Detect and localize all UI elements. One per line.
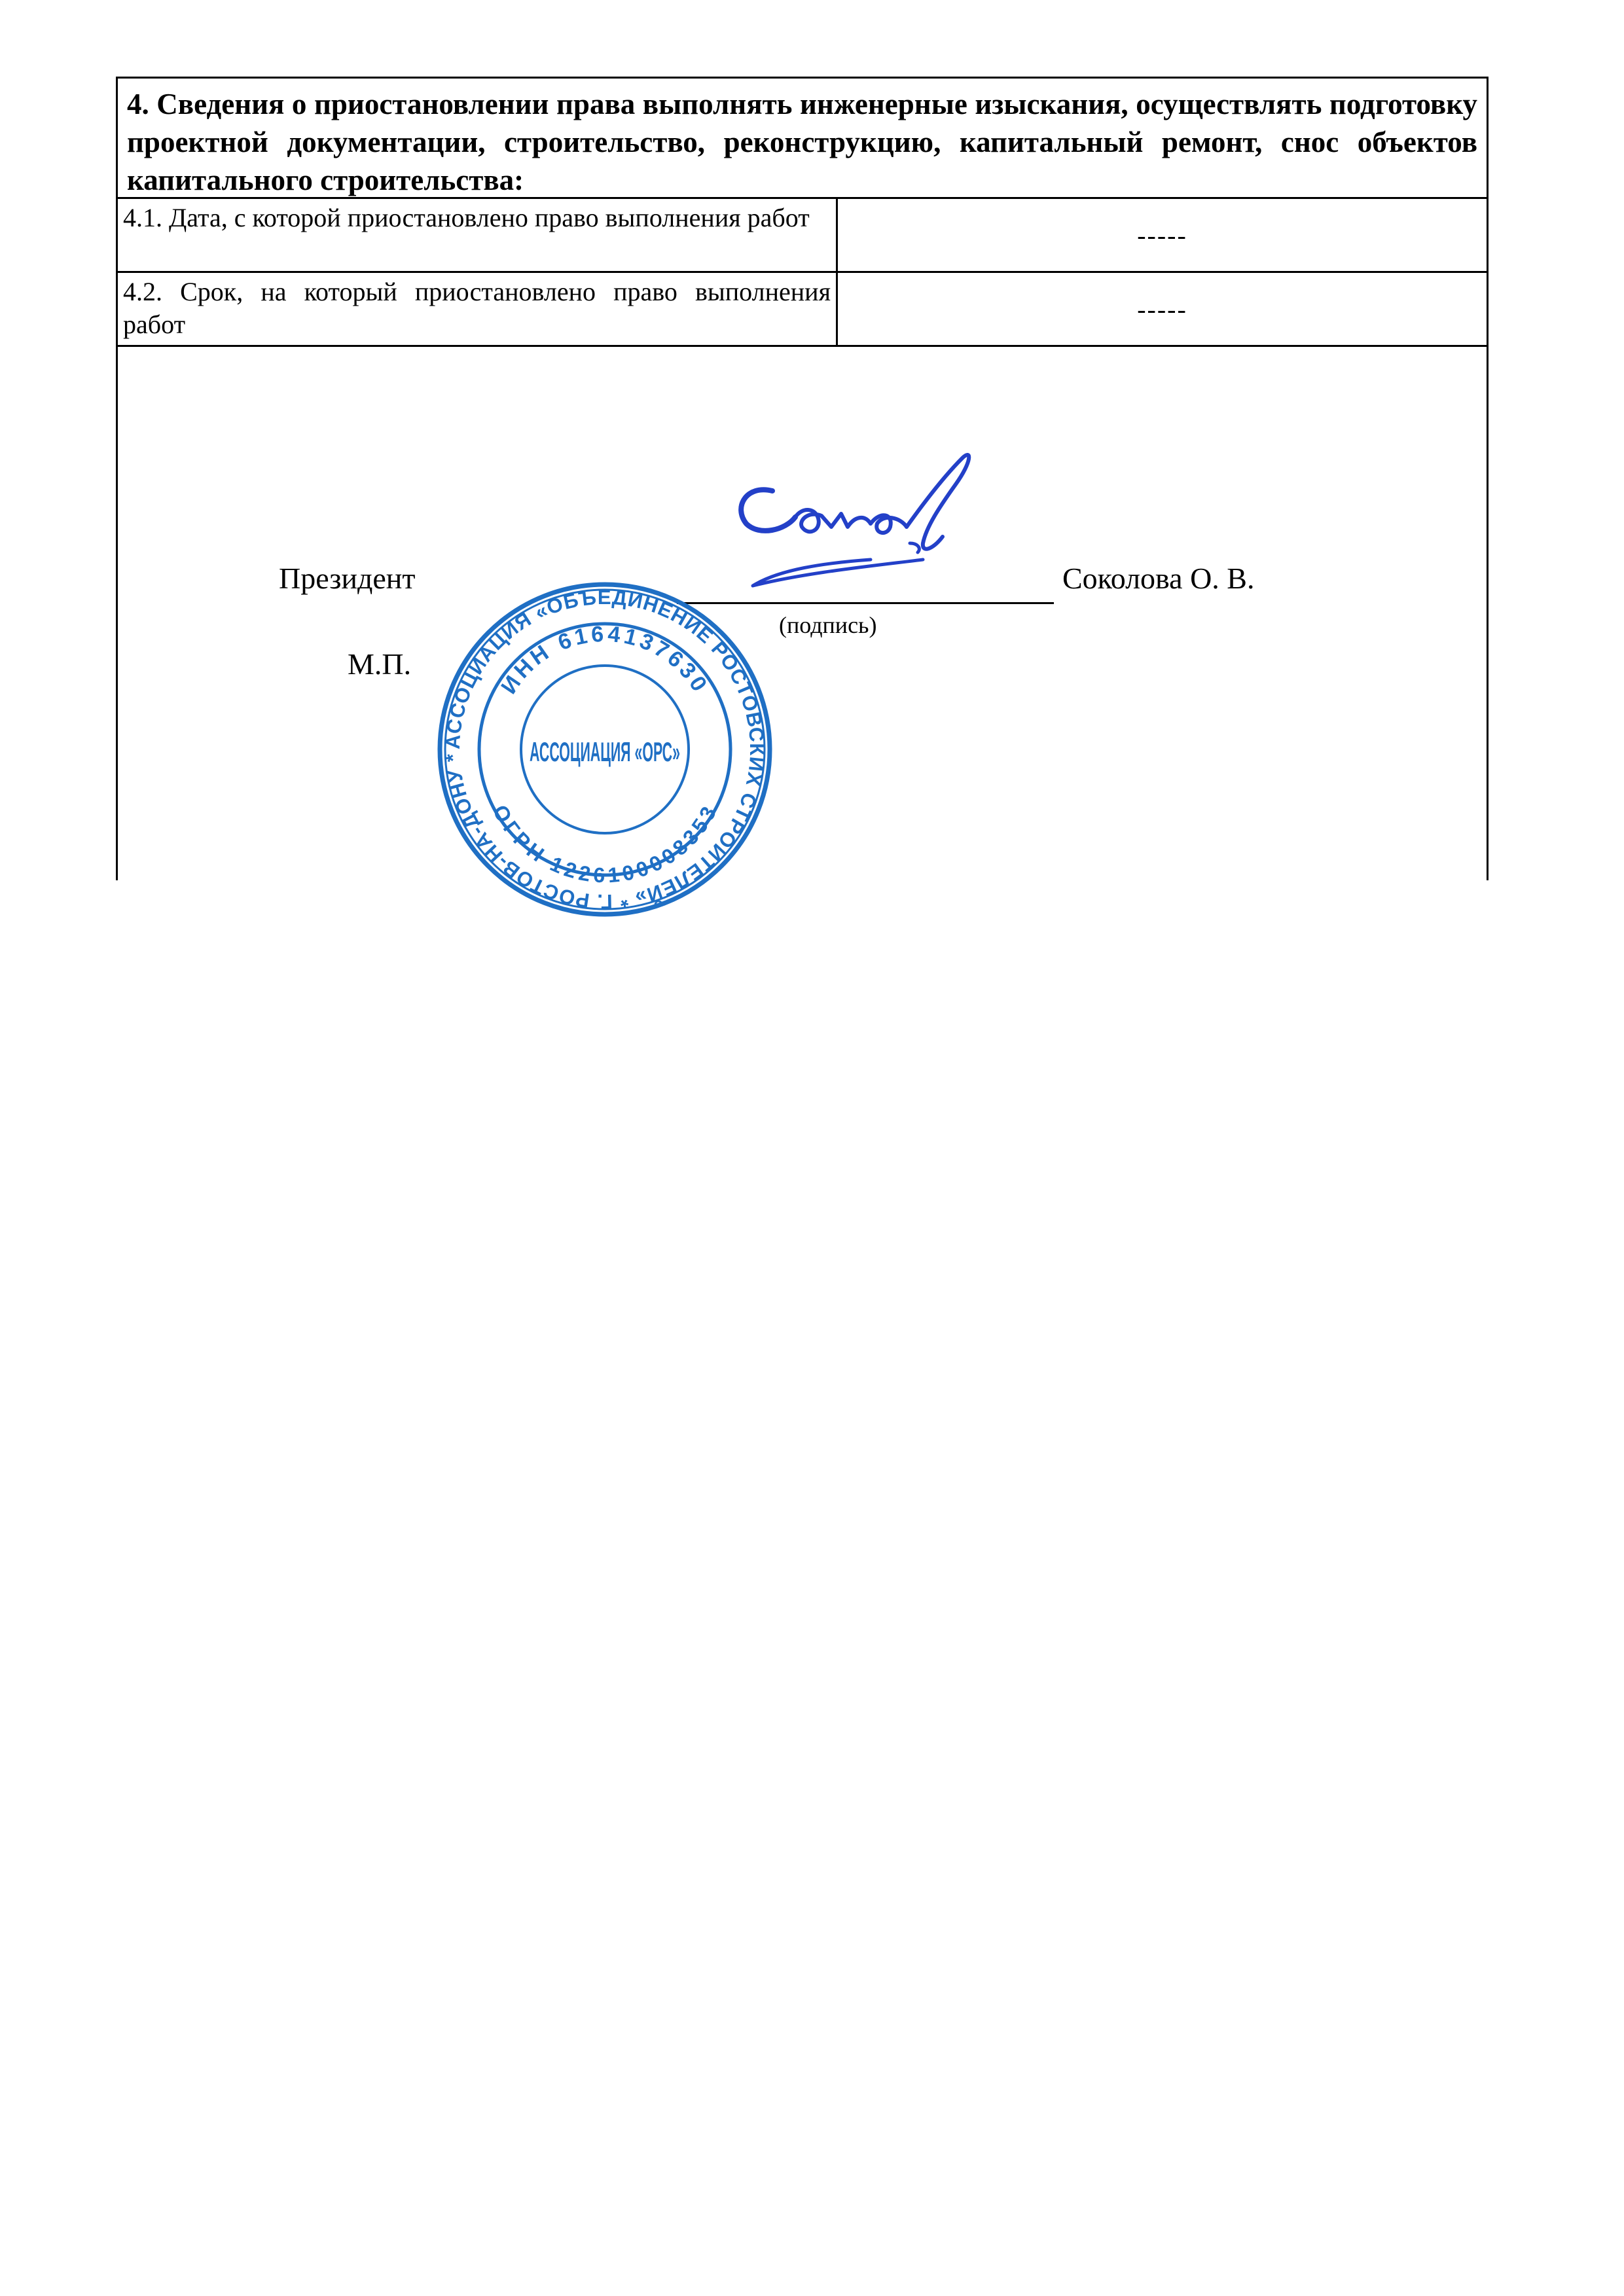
row-value: -----: [1137, 294, 1187, 324]
svg-text:ИНН 6164137630: [496, 622, 713, 699]
table-row: [118, 273, 1487, 347]
signer-name: Соколова О. В.: [1062, 562, 1255, 595]
seal-placeholder-label: М.П.: [348, 647, 412, 681]
table-row: [118, 199, 1487, 273]
handwritten-signature: [674, 445, 1067, 596]
organization-stamp: [435, 579, 775, 920]
row-value: -----: [1137, 220, 1187, 250]
stamp-outer-text: АССОЦИАЦИЯ «ОБЪЕДИНЕНИЕ РОСТОВСКИХ СТРОИТЕЛЕЙ» * Г. РОСТОВ-НА-ДОНУ *: [441, 585, 769, 914]
row-label: 4.2. Срок, на который приостановлено право выполнения работ: [118, 273, 838, 345]
section-header: [118, 79, 1487, 199]
section-title: 4. Сведения о приостановлении права выполнять инженерные изыскания, осуществлять подготовку проектной документации, строительство, реконструкцию, капитальный ремонт, снос объектов капитального строительства:: [127, 88, 1477, 196]
stamp-center-text: АССОЦИАЦИЯ «ОРС»: [530, 736, 680, 767]
signature-caption: (подпись): [779, 612, 877, 638]
signer-role: Президент: [279, 562, 416, 595]
stamp-inn-text: ИНН 6164137630: [496, 621, 713, 699]
row-label: 4.1. Дата, с которой приостановлено право выполнения работ: [118, 199, 838, 271]
document-frame: [116, 77, 1489, 914]
stamp-ogrn-text: ОГРН 1226100008353: [488, 800, 722, 888]
signature-area: [118, 347, 1487, 914]
